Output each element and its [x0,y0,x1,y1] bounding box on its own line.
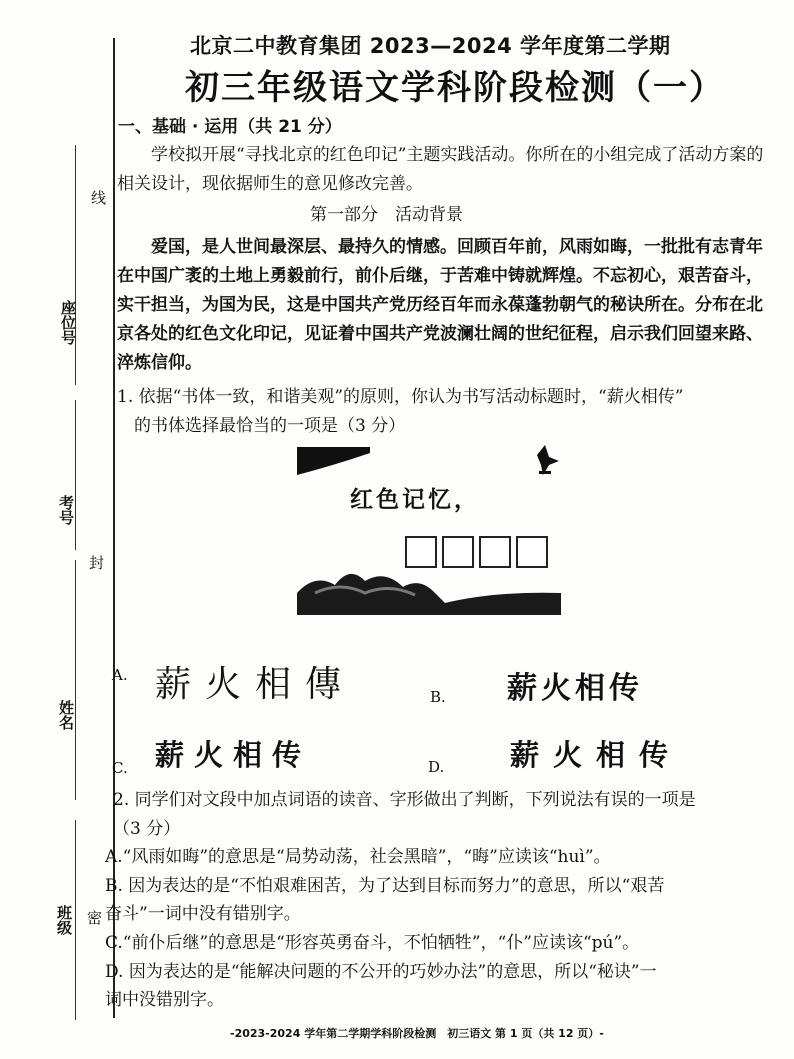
page-footer: -2023-2024 学年第二学期学科阶段检测 初三语文 第 1 页（共 12 页）- [230,1027,604,1040]
q1-stem-line1: 1. 依据“书体一致，和谐美观”的原则，你认为书写活动标题时，“薪火相传” [117,387,684,407]
q2-option-c[interactable]: C.“前仆后继”的意思是“形容英勇奋斗，不怕牺牲”，“仆”应读该“pú”。 [105,933,640,953]
q1-option-d-text[interactable]: 薪火相传 [510,738,683,772]
section-title: 一、基础 · 运用（共 21 分） [118,117,342,137]
secret-mark: 密 [85,910,103,925]
q1-stem-line2: 的书体选择最恰当的一项是（3 分） [134,416,406,436]
q2-stem-line1: 2. 同学们对文段中加点词语的读音、字形做出了判断，下列说法有误的一项是 [113,790,696,810]
q2-option-d-line2: 词中没错别字。 [105,990,224,1010]
blank-box [405,536,437,568]
poster-graphic [295,443,565,615]
name-blank [75,560,76,800]
q2-option-b-line1[interactable]: B. 因为表达的是“不怕艰难困苦，为了达到目标而努力”的意思，所以“艰苦 [105,876,665,896]
part-title: 第一部分 活动背景 [310,205,463,225]
seat-label: 座位号 [59,300,77,345]
school-header: 北京二中教育集团 2023—2024 学年度第二学期 [190,34,671,58]
background-paragraph: 爱国，是人世间最深层、最持久的情感。回顾百年前，风雨如晦，一批批有志青年在中国广袤的土地上勇毅前行，前仆后继，于苦难中铸就辉煌。不忘初心，艰苦奋斗，实干担当，为国为民，这是中国共产党历经百年而永葆蓬勃朝气的秘诀所在。分布在北京各处的红色文化印记，见证着中国共产党波澜壮阔的世纪征程，启示我们回望来路、淬炼信仰。 [117,237,763,373]
exam-no-label: 考号 [57,495,75,525]
title-blank-boxes [405,536,553,572]
class-label: 班级 [55,905,73,935]
q2-option-a[interactable]: A.“风雨如晦”的意思是“局势动荡，社会黑暗”，“晦”应读该“huì”。 [105,847,611,867]
poster-text: 红色记忆， [350,486,480,513]
q1-option-c-letter: C. [112,759,128,777]
q1-option-a-text[interactable]: 薪火相傳 [155,664,356,705]
q2-option-d-line1[interactable]: D. 因为表达的是“能解决问题的不公开的巧妙办法”的意思，所以“秘诀”一 [105,962,657,982]
exam-no-blank [75,400,76,550]
intro-paragraph: 学校拟开展“寻找北京的红色印记”主题实践活动。你所在的小组完成了活动方案的相关设计，现依据师生的意见修改完善。 [117,145,764,194]
poster-illustration [295,443,565,615]
q1-option-d-letter: D. [428,758,445,776]
seat-blank [75,145,76,385]
q1-option-b-letter: B. [430,688,446,706]
name-label: 姓名 [57,700,75,730]
blank-box [479,536,511,568]
q1-option-c-text[interactable]: 薪火相传 [155,738,312,772]
q1-option-b-text[interactable]: 薪火相传 [507,671,643,706]
q2-option-b-line2: 奋斗”一词中没有错别字。 [105,904,301,924]
q2-stem-line2: （3 分） [113,819,181,839]
blank-box [442,536,474,568]
line-mark: 线 [89,190,107,205]
blank-box [516,536,548,568]
exam-title: 初三年级语文学科阶段检测（一） [185,68,725,108]
class-blank [75,820,76,1020]
seal-mark: 封 [87,555,105,570]
q1-option-a-letter: A. [112,666,128,684]
